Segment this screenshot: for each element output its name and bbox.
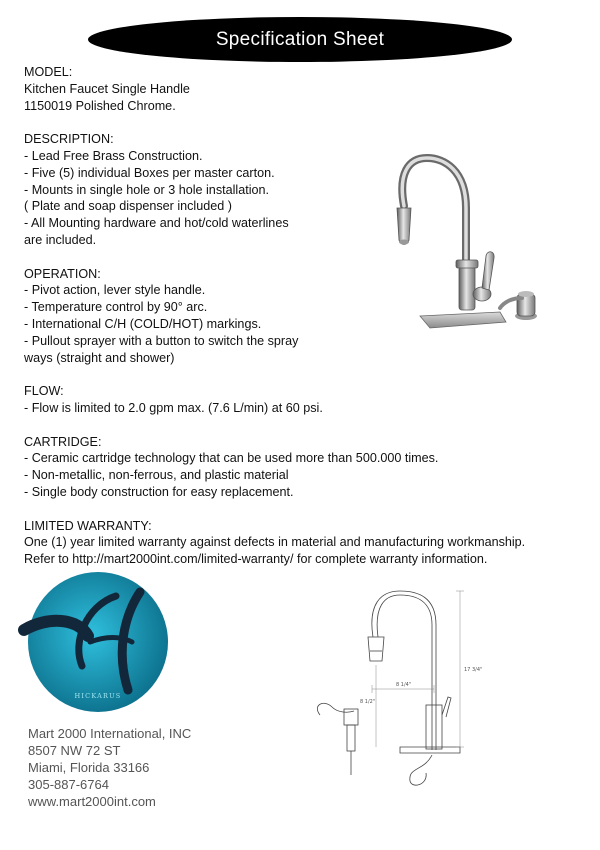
section-line: - Pullout sprayer with a button to switch the spray (24, 333, 299, 348)
technical-drawing (300, 585, 483, 785)
section-line: are included. (24, 232, 97, 247)
section-line: Refer to http://mart2000int.com/limited-warranty/ for complete warranty information. (24, 552, 488, 567)
section-line: - Ceramic cartridge technology that can be used more than 500.000 times. (24, 451, 439, 466)
company-name: Mart 2000 International, INC (28, 726, 192, 741)
section-line: - Mounts in single hole or 3 hole installation. (24, 182, 270, 197)
company-address (28, 725, 191, 810)
title-banner (88, 17, 512, 62)
section-line: One (1) year limited warranty against defects in material and manufacturing workmanship. (24, 535, 526, 550)
section-warranty (24, 518, 584, 568)
company-city: Miami, Florida 33166 (28, 760, 150, 775)
company-street: 8507 NW 72 ST (28, 743, 121, 758)
section-line: - Temperature control by 90° arc. (24, 300, 208, 315)
section-line: 1150019 Polished Chrome. (24, 98, 176, 113)
section-model (24, 64, 584, 114)
company-phone: 305-887-6764 (28, 777, 109, 792)
section-line: - Non-metallic, non-ferrous, and plastic material (24, 468, 289, 483)
section-line: - Lead Free Brass Construction. (24, 148, 203, 163)
section-line: - Pivot action, lever style handle. (24, 283, 206, 298)
company-website: www.mart2000int.com (28, 794, 156, 809)
section-line: - Single body construction for easy replacement. (24, 484, 294, 499)
section-line: - Flow is limited to 2.0 gpm max. (7.6 L/min) at 60 psi. (24, 400, 323, 415)
section-line: - All Mounting hardware and hot/cold waterlines (24, 216, 289, 231)
page-title: Specification Sheet (215, 28, 385, 50)
faucet-photo (382, 148, 552, 338)
section-line: ways (straight and shower) (24, 350, 175, 365)
dim-height-label: 17 3/4" (464, 667, 483, 673)
dim-spout-label: 8 1/2" (360, 699, 376, 705)
section-heading: OPERATION: (24, 266, 101, 281)
section-line: - Five (5) individual Boxes per master carton. (24, 165, 275, 180)
section-heading: FLOW: (24, 384, 64, 399)
section-heading: DESCRIPTION: (24, 132, 114, 147)
section-line: Kitchen Faucet Single Handle (24, 81, 190, 96)
section-heading: LIMITED WARRANTY: (24, 518, 152, 533)
section-line: - International C/H (COLD/HOT) markings. (24, 316, 262, 331)
logo-text: HICKARUS (74, 692, 122, 700)
company-logo (28, 572, 168, 712)
section-flow (24, 383, 584, 417)
section-heading: MODEL: (24, 65, 73, 79)
section-heading: CARTRIDGE: (24, 434, 102, 449)
dim-reach-label: 8 1/4" (396, 682, 412, 688)
section-cartridge (24, 434, 584, 501)
section-line: ( Plate and soap dispenser included ) (24, 199, 232, 214)
